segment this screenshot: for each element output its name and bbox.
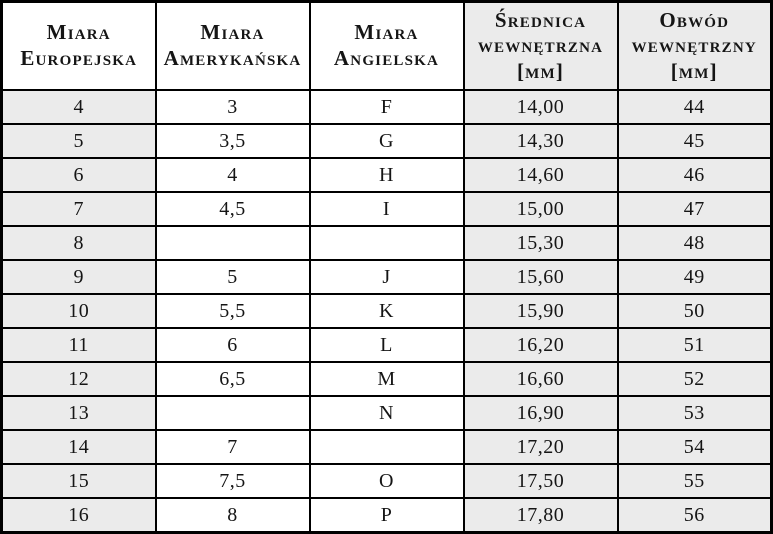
column-header-uk [310, 2, 464, 91]
cell-diameter: 15,00 [464, 192, 618, 226]
cell-us: 3,5 [156, 124, 310, 158]
column-header-line: [mm] [516, 58, 565, 83]
cell-uk [310, 226, 464, 260]
table-row [2, 260, 772, 294]
table-row [2, 396, 772, 430]
column-header-line: [mm] [670, 58, 718, 83]
column-header-line: Angielska [333, 46, 440, 70]
cell-diameter: 17,80 [464, 498, 618, 533]
cell-diameter: 15,90 [464, 294, 618, 328]
column-header-line: Średnica [494, 7, 587, 32]
cell-us: 5,5 [156, 294, 310, 328]
cell-diameter: 16,90 [464, 396, 618, 430]
table-row [2, 90, 772, 124]
cell-circumference: 48 [618, 226, 772, 260]
header-row [2, 2, 772, 91]
cell-eu: 5 [2, 124, 156, 158]
table-row [2, 430, 772, 464]
column-header-line: Miara [354, 20, 419, 45]
cell-diameter: 17,50 [464, 464, 618, 498]
cell-circumference: 54 [618, 430, 772, 464]
cell-uk: I [310, 192, 464, 226]
cell-circumference: 51 [618, 328, 772, 362]
table-body [2, 90, 772, 533]
cell-circumference: 52 [618, 362, 772, 396]
cell-us: 8 [156, 498, 310, 533]
cell-us: 4,5 [156, 192, 310, 226]
cell-eu: 6 [2, 158, 156, 192]
cell-uk: L [310, 328, 464, 362]
cell-diameter: 15,30 [464, 226, 618, 260]
cell-diameter: 14,60 [464, 158, 618, 192]
cell-uk [310, 430, 464, 464]
column-header-line: Miara [200, 20, 265, 45]
cell-diameter: 15,60 [464, 260, 618, 294]
cell-circumference: 55 [618, 464, 772, 498]
column-header-eu [2, 2, 156, 91]
column-header-line: Amerykańska [163, 46, 302, 70]
table-row [2, 294, 772, 328]
cell-us: 3 [156, 90, 310, 124]
column-header-us [156, 2, 310, 91]
cell-diameter: 14,30 [464, 124, 618, 158]
cell-circumference: 46 [618, 158, 772, 192]
cell-us: 7,5 [156, 464, 310, 498]
column-header-circumference [618, 2, 772, 91]
cell-eu: 11 [2, 328, 156, 362]
column-header-line: Obwód [659, 7, 730, 32]
cell-us: 6 [156, 328, 310, 362]
cell-eu: 7 [2, 192, 156, 226]
cell-uk: M [310, 362, 464, 396]
cell-us [156, 226, 310, 260]
table-row [2, 362, 772, 396]
table-row [2, 124, 772, 158]
cell-circumference: 44 [618, 90, 772, 124]
cell-diameter: 17,20 [464, 430, 618, 464]
cell-diameter: 14,00 [464, 90, 618, 124]
cell-circumference: 50 [618, 294, 772, 328]
cell-uk: J [310, 260, 464, 294]
cell-uk: H [310, 158, 464, 192]
cell-us: 4 [156, 158, 310, 192]
column-header-diameter [464, 2, 618, 91]
cell-circumference: 45 [618, 124, 772, 158]
table-row [2, 158, 772, 192]
cell-eu: 4 [2, 90, 156, 124]
cell-circumference: 47 [618, 192, 772, 226]
column-header-line: Miara [46, 20, 111, 45]
cell-eu: 9 [2, 260, 156, 294]
cell-us [156, 396, 310, 430]
cell-circumference: 49 [618, 260, 772, 294]
cell-us: 7 [156, 430, 310, 464]
cell-eu: 10 [2, 294, 156, 328]
cell-diameter: 16,60 [464, 362, 618, 396]
cell-diameter: 16,20 [464, 328, 618, 362]
column-header-line: Europejska [20, 46, 138, 70]
table-row [2, 464, 772, 498]
cell-us: 5 [156, 260, 310, 294]
table-row [2, 328, 772, 362]
cell-uk: K [310, 294, 464, 328]
table-row [2, 498, 772, 533]
cell-uk: G [310, 124, 464, 158]
cell-uk: P [310, 498, 464, 533]
cell-eu: 15 [2, 464, 156, 498]
cell-eu: 16 [2, 498, 156, 533]
cell-circumference: 56 [618, 498, 772, 533]
cell-eu: 8 [2, 226, 156, 260]
cell-eu: 13 [2, 396, 156, 430]
cell-eu: 12 [2, 362, 156, 396]
cell-uk: N [310, 396, 464, 430]
cell-us: 6,5 [156, 362, 310, 396]
cell-eu: 14 [2, 430, 156, 464]
table-row [2, 226, 772, 260]
cell-uk: O [310, 464, 464, 498]
column-header-line: wewnętrzna [477, 33, 604, 58]
cell-circumference: 53 [618, 396, 772, 430]
table-row [2, 192, 772, 226]
column-header-line: wewnętrzny [631, 33, 757, 58]
cell-uk: F [310, 90, 464, 124]
